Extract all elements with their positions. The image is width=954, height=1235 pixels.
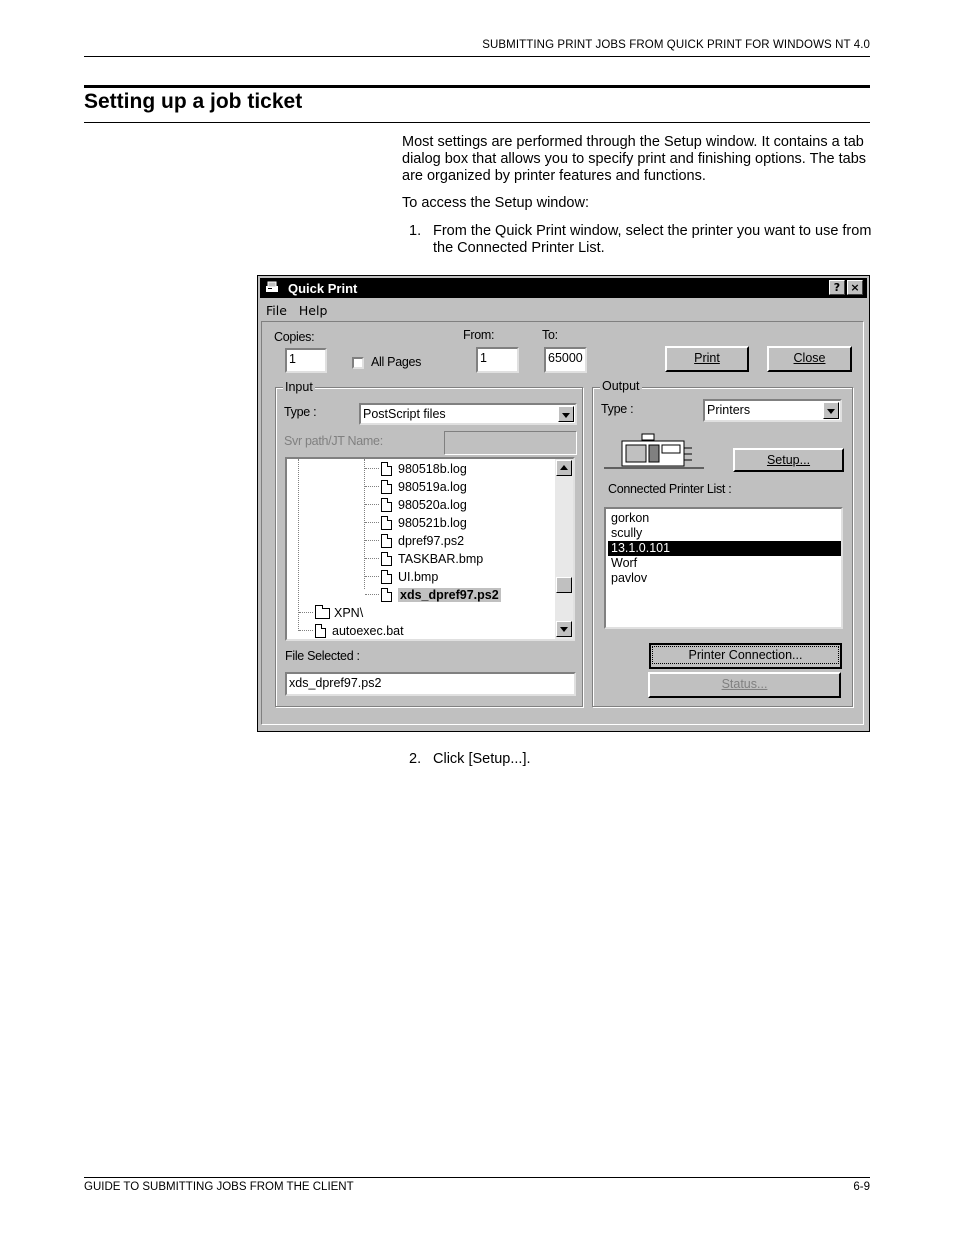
to-field[interactable]: 65000 xyxy=(544,347,587,373)
tree-file-name: 980520a.log xyxy=(398,498,467,512)
help-title-button[interactable]: ? xyxy=(829,280,845,295)
close-button[interactable] xyxy=(767,346,852,372)
file-icon xyxy=(315,624,326,638)
file-tree[interactable] xyxy=(285,457,575,641)
chevron-down-icon[interactable] xyxy=(558,406,574,422)
section-title: Setting up a job ticket xyxy=(84,90,303,113)
file-icon xyxy=(381,462,392,476)
print-button-label: Print xyxy=(694,351,720,365)
all-pages-checkbox[interactable] xyxy=(352,357,364,369)
printer-app-icon xyxy=(265,280,279,294)
tree-file[interactable] xyxy=(365,550,483,568)
menu-file[interactable]: File xyxy=(266,303,287,318)
tree-connector xyxy=(365,594,379,595)
tree-connector xyxy=(365,576,379,577)
setup-button-label: Setup... xyxy=(766,453,811,467)
title-rule-bottom xyxy=(84,122,870,123)
tree-connector xyxy=(365,522,379,523)
footer-rule xyxy=(84,1177,870,1178)
status-button[interactable] xyxy=(648,672,841,698)
tree-file-name: TASKBAR.bmp xyxy=(398,552,484,566)
page-number: 6-9 xyxy=(853,1181,870,1193)
to-label: To: xyxy=(542,328,558,342)
from-field[interactable]: 1 xyxy=(476,347,519,373)
tree-connector xyxy=(365,486,379,487)
input-type-dropdown[interactable] xyxy=(359,403,577,425)
output-type-label: Type : xyxy=(601,402,634,416)
tree-connector xyxy=(365,558,379,559)
printer-item[interactable]: Worf xyxy=(611,556,638,570)
print-button[interactable] xyxy=(665,346,749,372)
tree-file[interactable] xyxy=(365,496,467,514)
step-2-number: 2. xyxy=(409,751,422,767)
step-1-text: From the Quick Print window, select the printer you want to use from the Connected Printer List. xyxy=(433,223,872,256)
tree-folder-name: XPN\ xyxy=(334,606,364,620)
input-type-label: Type : xyxy=(284,405,317,419)
copies-field[interactable]: 1 xyxy=(285,348,327,373)
tree-connector xyxy=(365,540,379,541)
scroll-thumb[interactable] xyxy=(556,577,572,593)
tree-connector xyxy=(299,612,313,613)
printer-item-selected[interactable]: 13.1.0.101 xyxy=(608,541,843,556)
output-type-dropdown[interactable] xyxy=(703,399,842,422)
close-button-label: Close xyxy=(793,351,826,365)
file-selected-field[interactable]: xds_dpref97.ps2 xyxy=(285,672,576,696)
tree-file-name: 980521b.log xyxy=(398,516,467,530)
input-type-value: PostScript files xyxy=(363,407,446,421)
printer-connection-button-label: Printer Connection... xyxy=(652,646,840,664)
step-2-text: Click [Setup...]. xyxy=(433,751,531,767)
close-title-button[interactable]: × xyxy=(847,280,863,295)
file-icon xyxy=(381,552,392,566)
connected-printer-list-label: Connected Printer List : xyxy=(608,482,732,496)
output-type-value: Printers xyxy=(707,403,751,417)
printer-item[interactable]: pavlov xyxy=(611,571,648,585)
printer-item[interactable]: scully xyxy=(611,526,643,540)
all-pages-label: All Pages xyxy=(371,355,422,369)
scroll-up-icon[interactable] xyxy=(556,460,572,476)
file-icon xyxy=(381,570,392,584)
tree-file-name: UI.bmp xyxy=(398,570,439,584)
file-selected-label: File Selected : xyxy=(285,649,360,663)
footer-title: GUIDE TO SUBMITTING JOBS FROM THE CLIENT xyxy=(84,1181,354,1193)
intro-paragraph: Most settings are performed through the Setup window. It contains a tab dialog box that allows you to specify print and finishing options. The tabs are organized by printer features and functions. xyxy=(402,134,867,184)
printer-icon xyxy=(604,432,706,470)
chevron-down-icon[interactable] xyxy=(823,402,839,419)
tree-file[interactable] xyxy=(365,478,467,496)
tree-file-name: 980518b.log xyxy=(398,462,467,476)
header-rule xyxy=(84,56,870,57)
folder-icon xyxy=(315,608,330,619)
status-button-label: Status... xyxy=(721,677,768,691)
tree-file-name: 980519a.log xyxy=(398,480,467,494)
scroll-down-icon[interactable] xyxy=(556,621,572,637)
setup-button[interactable] xyxy=(733,448,844,472)
printer-item[interactable]: gorkon xyxy=(611,511,650,525)
from-label: From: xyxy=(463,328,495,342)
access-paragraph: To access the Setup window: xyxy=(402,195,589,211)
tree-connector xyxy=(365,468,379,469)
output-group-label: Output xyxy=(602,379,640,393)
tree-file-name: dpref97.ps2 xyxy=(398,534,465,548)
svr-path-field xyxy=(444,431,577,455)
tree-file[interactable] xyxy=(365,514,467,532)
file-tree-scrollbar[interactable] xyxy=(555,459,573,639)
menu-bar xyxy=(266,303,335,318)
file-icon xyxy=(381,588,392,602)
window-titlebar xyxy=(260,278,867,298)
tree-file[interactable] xyxy=(365,568,438,586)
step-1-number: 1. xyxy=(409,223,422,239)
tree-connector xyxy=(365,504,379,505)
tree-connector xyxy=(299,630,313,631)
file-icon xyxy=(381,498,392,512)
menu-help[interactable]: Help xyxy=(298,303,328,318)
file-icon xyxy=(381,516,392,530)
tree-file-name: autoexec.bat xyxy=(332,624,404,638)
copies-label: Copies: xyxy=(274,330,315,344)
tree-file[interactable] xyxy=(299,622,404,640)
tree-file-name: xds_dpref97.ps2 xyxy=(400,588,499,602)
svr-path-label: Svr path/JT Name: xyxy=(284,434,383,448)
input-group-label: Input xyxy=(285,380,313,394)
title-rule-top xyxy=(84,85,870,88)
tree-file[interactable] xyxy=(365,532,464,550)
printer-connection-button[interactable] xyxy=(649,643,842,669)
running-header: SUBMITTING PRINT JOBS FROM QUICK PRINT FOR WINDOWS NT 4.0 xyxy=(482,39,870,51)
connected-printer-list[interactable] xyxy=(604,507,843,629)
file-icon xyxy=(381,480,392,494)
file-icon xyxy=(381,534,392,548)
quick-print-window xyxy=(257,275,870,732)
tree-file[interactable] xyxy=(365,460,467,478)
tree-file-selected[interactable] xyxy=(365,586,501,604)
window-title: Quick Print xyxy=(288,281,358,296)
tree-folder[interactable] xyxy=(299,604,363,622)
